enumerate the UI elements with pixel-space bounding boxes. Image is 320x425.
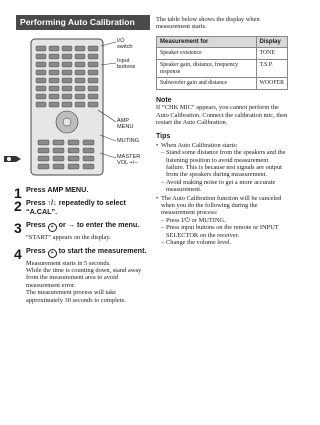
tip-text: When Auto Calibration starts: <box>161 141 238 149</box>
step-3 <box>14 221 150 241</box>
step-number: 1 <box>14 185 22 201</box>
step-body-line: “START” appears on the display. <box>26 234 111 242</box>
step-body-line: The measurement process will take approximately 30 seconds to complete. <box>26 289 126 304</box>
finger-pointer-icon <box>4 156 21 162</box>
tip-subitem: – Change the volume level. <box>161 239 288 246</box>
step-heading <box>26 247 150 258</box>
step-heading <box>26 221 150 232</box>
table-cell: T.S.P. <box>256 60 287 78</box>
step-body-line: Measurement starts in 5 seconds. <box>26 259 111 267</box>
tip-text: The Auto Calibration function will be canceled when you do the following during the measurement process: <box>161 194 282 217</box>
table-cell: TONE <box>256 48 287 60</box>
master-vol-label: MASTER VOL +/– <box>117 154 141 167</box>
note-title: Note <box>156 96 172 104</box>
tip-subitem: – Press input buttons on the remote or INPUT SELECTOR on the receiver. <box>161 224 288 239</box>
table-cell: Speaker existence <box>157 48 257 60</box>
steps-list <box>14 186 150 309</box>
table-header: Display <box>256 36 287 48</box>
tip-item <box>156 142 288 194</box>
amp-menu-label: AMP MENU <box>117 118 134 131</box>
step-heading-pre: Press <box>26 245 46 255</box>
step-4 <box>14 247 150 304</box>
table-intro: The table below shows the display when measurement starts. <box>156 16 260 31</box>
table-cell: Speaker gain, distance, frequency response <box>157 60 257 78</box>
table-row <box>157 60 288 78</box>
step-number: 3 <box>14 220 22 237</box>
table-cell: Subwoofer gain and distance <box>157 78 257 90</box>
display-table <box>156 36 288 90</box>
section-title-banner: Performing Auto Calibration <box>16 15 150 30</box>
table-row <box>157 48 288 60</box>
tip-subitem: – Press I/⏻ or MUTING. <box>161 217 288 224</box>
step-body-line: While the time is counting down, stand away from the measurement area to avoid measurement error. <box>26 267 142 289</box>
muting-label: MUTING <box>117 138 140 144</box>
tip-sublist <box>161 217 288 247</box>
step-1 <box>14 185 150 201</box>
enter-button-icon: + <box>48 223 57 232</box>
enter-button-icon: + <box>48 249 57 258</box>
callout-lines <box>0 32 150 182</box>
step-2 <box>14 199 150 216</box>
step-number: 2 <box>14 198 22 215</box>
step-heading-pre: Press <box>26 220 46 230</box>
step-body <box>26 260 150 304</box>
tips-list <box>156 142 288 247</box>
step-heading: Press ↑/↓ repeatedly to select “A.CAL”. <box>26 198 126 216</box>
tip-subitem: – Avoid making noise to get a more accurate measurement. <box>161 179 288 194</box>
step-number: 4 <box>14 245 22 262</box>
table-header: Measurement for <box>157 36 257 48</box>
right-column <box>156 16 288 247</box>
tips-title: Tips <box>156 133 171 141</box>
power-switch-label: I/⏻ switch <box>117 38 133 51</box>
remote-illustration <box>0 32 150 182</box>
tip-item <box>156 195 288 247</box>
step-heading-post: or → to enter the menu. <box>58 220 140 230</box>
step-heading: Press AMP MENU. <box>26 185 89 194</box>
input-buttons-label: Input buttons <box>117 58 136 71</box>
table-cell: WOOFER <box>256 78 287 90</box>
table-row <box>157 78 288 90</box>
note-text: If “CHK MIC” appears, you cannot perform the Auto Calibration. Connect the calibration mic, then restart the Auto Calibration. <box>156 104 288 126</box>
step-body <box>26 234 150 241</box>
tip-sublist <box>161 149 288 193</box>
tip-subitem: – Stand some distance from the speakers and the listening position to avoid measurement failure. This is because test signals are output from the speakers during measurement. <box>161 149 288 179</box>
step-heading-post: to start the measurement. <box>58 245 147 255</box>
